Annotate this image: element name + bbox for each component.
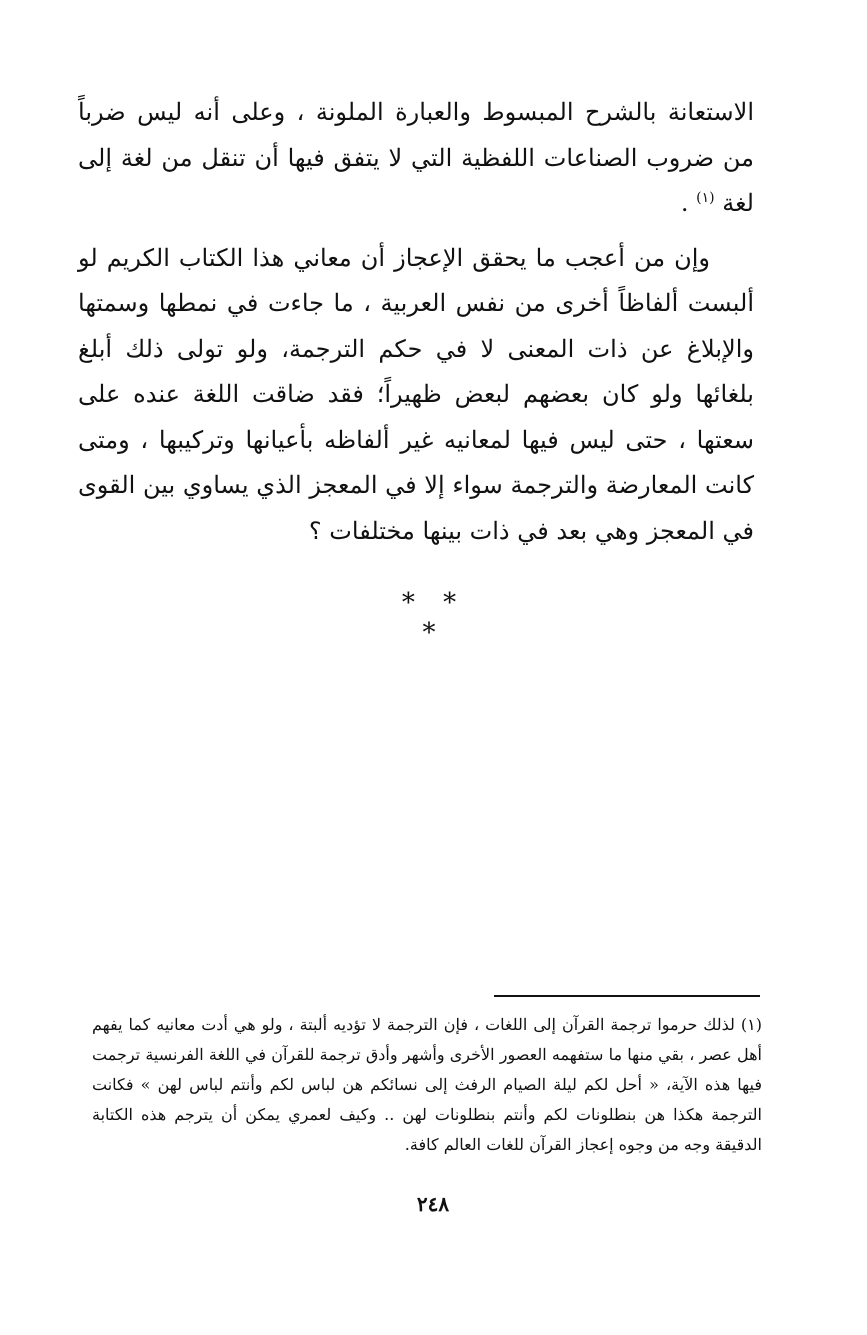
footnote-divider bbox=[494, 995, 760, 997]
page-number: ٢٤٨ bbox=[416, 1192, 450, 1216]
paragraph: وإن من أعجب ما يحقق الإعجاز أن معاني هذا الكتاب الكريم لو ألبست ألفاظاً أخرى من نفس العربية ، ما جاءت في نمطها وسمتها والإبلاغ عن ذات المعنى لا في حكم الترجمة، ولو تولى ذلك أبلغ بلغائها ولو كان بعضهم لبعض ظهيراً؛ فقد ضاقت اللغة عنده على سعتها ، حتى ليس فيها لمعانيه غير ألفاظه بأعيانها وتركيبها ، ومتى كانت المعارضة والترجمة سواء إلا في المعجز الذي يساوي بين القوى في المعجز وهي بعد في ذات بينها مختلفات ؟ bbox=[78, 243, 754, 545]
footnote bbox=[92, 1010, 762, 1160]
footnote-text: (١) لذلك حرموا ترجمة القرآن إلى اللغات ، فإن الترجمة لا تؤديه ألبتة ، ولو هي أدت معانيه كما يفهم أهل عصر ، بقي منها ما ستفهمه العصور الأخرى وأشهر وأدق ترجمة للقرآن في اللغة الفرنسية ترجمت فيها هذه الآية، « أحل لكم ليلة الصيام الرفث إلى نسائكم هن لباس لكم وأنتم لباس لهن » فكانت الترجمة هكذا هن بنطلونات لكم وأنتم بنطلونات لهن .. وكيف لعمري يمكن أن يترجم هذه الكتابة الدقيقة وجه من وجوه إعجاز القرآن للغات العالم كافة. bbox=[92, 1015, 762, 1154]
paragraph bbox=[78, 90, 754, 227]
paragraph-text: الاستعانة بالشرح المبسوط والعبارة الملونة ، وعلى أنه ليس ضرباً من ضروب الصناعات اللفظية التي لا يتفق فيها أن تنقل من لغة إلى لغة bbox=[78, 98, 754, 217]
paragraph-tail: . bbox=[680, 189, 697, 217]
footnote-reference: (١) bbox=[696, 190, 715, 206]
main-text bbox=[78, 90, 754, 554]
section-separator: * * * bbox=[401, 588, 467, 648]
